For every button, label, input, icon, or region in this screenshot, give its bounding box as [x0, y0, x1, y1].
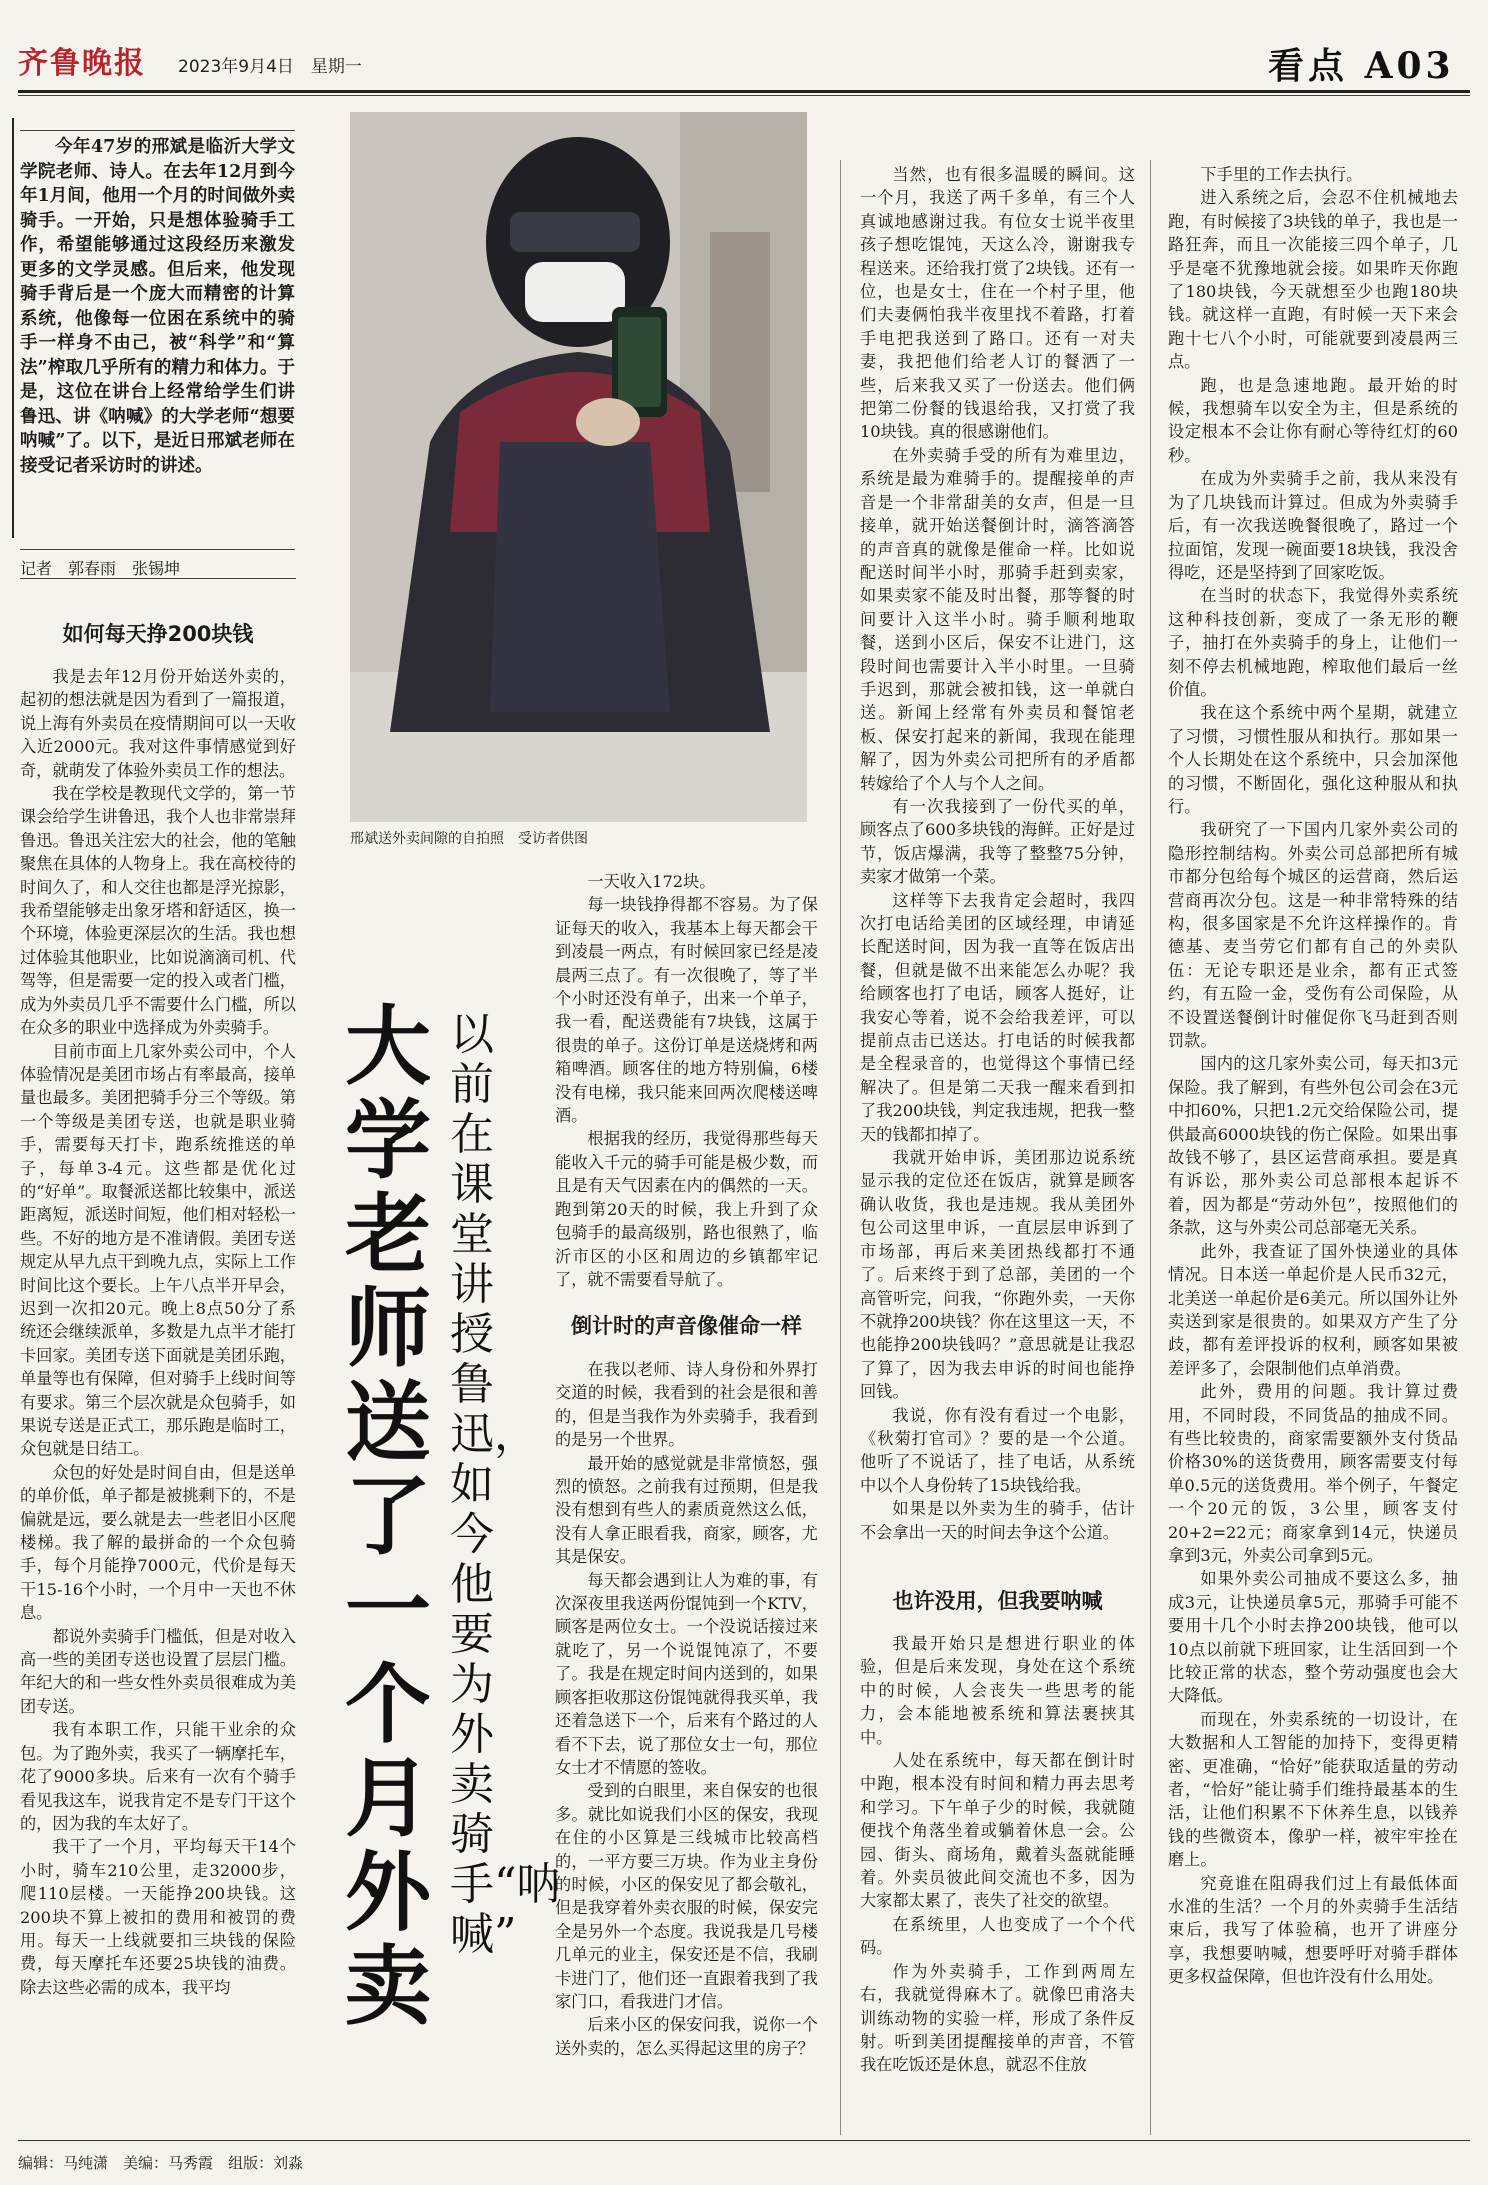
lead-text: 今年47岁的邢斌是临沂大学文学院老师、诗人。在去年12月到今年1月间，他用一个月的时间做外卖骑手。一开始，只是想体验骑手工作，希望能够通过这段经历来激发更多的文学灵感。但后来，他发现骑手背后是一个庞大而精密的计算系统，他像每一位困在系统中的骑手一样身不由己，被“科学”和“算法”榨取几乎所有的精力和体力。于是，这位在讲台上经常给学生们讲鲁迅、讲《呐喊》的大学老师“想要呐喊”了。以下，是近日邢斌老师在接受记者采访时的讲述。 [20, 137, 295, 476]
col2-subhead: 倒计时的声音像催命一样 [571, 1314, 802, 1338]
reporter-byline: 记者 郭春雨 张锡坤 [20, 559, 181, 578]
page-number: A03 [1364, 45, 1455, 87]
art-credit: 美编：马秀霞 [123, 2154, 214, 2172]
column-divider [840, 160, 841, 2135]
paragraph: 究竟谁在阻碍我们过上有最低体面水准的生活？一个月的外卖骑手生活结束后，我写了体验稿，也开了讲座分享，我想要呐喊，想要呼吁对骑手群体更多权益保障，但也许没有什么用处。 [1168, 1873, 1458, 1987]
paragraph: 目前市面上几家外卖公司中，个人体验情况是美团市场占有率最高，接单量也最多。美团把骑手分三个等级。第一个等级是美团专送，也就是职业骑手，需要每天打卡，跑系统推送的单子，每单3-4元。这些都是优化过的“好单”。取餐派送都比较集中，派送距离短，派送时间短，他们相对轻松一些。不好的地方是不准请假。美团专送规定从早九点干到晚九点，实际上工作时间比这个要长。上午八点半开早会，迟到一次扣20元。晚上8点50分了系统还会继续派单，多数是九点半才能打卡回家。美团专送下面就是美团乐跑，单量等也有保障，但对骑手上线时间等有要求。第三个层次就是众包骑手，如果说专送是正式工，那乐跑是临时工，众包就是日结工。 [20, 1041, 296, 1459]
column-2-bottom [555, 1358, 818, 2138]
column-3-bottom [860, 1632, 1135, 2137]
paragraph: 此外，费用的问题。我计算过费用，不同时段，不同货品的抽成不同。有些比较贵的，商家需要额外支付货品价格30%的送货费用，顾客需要支付每单0.5元的送货费用。举个例子，午餐定一个20元的饭，3公里，顾客支付20+2=22元；商家拿到14元，快递员拿到3元，外卖公司拿到5元。 [1168, 1382, 1458, 1565]
paragraph: 受到的白眼里，来自保安的也很多。就比如说我们小区的保安，我现在住的小区算是三线城市比较高档的，一平方要三万块。作为业主身份的时候，小区的保安见了都会敬礼，但是我穿着外卖衣服的时候，保安完全是另外一个态度。我说我是几号楼几单元的业主，保安还是不信，我刷卡进门了，他们还一直跟着我到了我家门口，看我进门才信。 [555, 1781, 818, 2011]
bottom-rule [18, 2140, 1470, 2141]
paragraph: 作为外卖骑手，工作到两周左右，我就觉得麻木了。就像巴甫洛夫训练动物的实验一样，形成了条件反射。听到美团提醒接单的声音，不管我在吃饭还是休息，就忍不住放 [860, 1961, 1135, 2075]
column-2-top [555, 870, 818, 1300]
paragraph: 一天收入172块。 [587, 872, 716, 891]
column-4 [1168, 163, 1458, 2138]
byline-rule [20, 578, 296, 579]
headline-main: 大学老师送了一个月外卖 [345, 997, 431, 2037]
paragraph: 我最开始只是想进行职业的体验，但是后来发现，身处在这个系统中的时候，人会丧失一些思考的能力，会本能地被系统和算法裹挟其中。 [860, 1634, 1135, 1747]
paragraph: 这样等下去我肯定会超时，我四次打电话给美团的区域经理，申请延长配送时间，因为我一直等在饭店出餐，但就是做不出来能怎么办呢？我给顾客也打了电话，顾客人挺好，让我安心等着，说不会给我差评，可以提前点击已送达。打电话的时候我都是全程录音的，也觉得这个事情已经解决了。但是第二天我一醒来看到扣了我200块钱，判定我违规，把我一整天的钱都扣掉了。 [860, 890, 1135, 1144]
column-divider [1150, 160, 1151, 2135]
paragraph: 我在这个系统中两个星期，就建立了习惯，习惯性服从和执行。那如果一个人长期处在这个系统中，只会加深他的习惯，不断固化，强化这种服从和执行。 [1168, 703, 1458, 816]
paragraph: 有一次我接到了一份代买的单，顾客点了600多块钱的海鲜。正好是过节，饭店爆满，我等了整整75分钟，卖家才做第一个菜。 [860, 796, 1135, 887]
masthead-logo: 齐鲁晚报 [18, 46, 146, 81]
paragraph: 我在学校是教现代文学的，第一节课会给学生讲鲁迅，我个人也非常崇拜鲁迅。鲁迅关注宏大的社会，他的笔触聚焦在具体的人物身上。我在高校待的时间久了，和人交往也都是浮光掠影，我希望能够走出象牙塔和舒适区，换一个环境，体验更深层次的生活。我也想过体验其他职业，比如说滴滴司机、代驾等，但是需要一定的投入或者门槛，成为外卖员几乎不需要什么门槛，所以在众多的职业中选择成为外卖骑手。 [20, 784, 296, 1038]
paragraph: 人处在系统中，每天都在倒计时中跑，根本没有时间和精力再去思考和学习。下午单子少的时候，我就随便找个角落坐着或躺着休息一会。公园、街头、商场角，戴着头盔就能睡着。外卖员彼此间交流也不多，因为大家都太累了，丧失了社交的欲望。 [860, 1751, 1135, 1911]
section-name: 看点 [1268, 45, 1349, 87]
headline-sub: 以前在课堂讲授鲁迅，如今他要为外卖骑手“呐喊” [450, 1009, 561, 1960]
paragraph: 我是去年12月份开始送外卖的，起初的想法就是因为看到了一篇报道，说上海有外卖员在疫情期间可以一天收入近2000元。我对这件事情感觉到好奇，就萌发了体验外卖员工作的想法。 [20, 667, 296, 780]
paragraph: 在我以老师、诗人身份和外界打交道的时候，我看到的社会是很和善的，但是当我作为外卖骑手，我看到的是另一个世界。 [555, 1360, 818, 1450]
section-label [1268, 38, 1455, 89]
paragraph: 每天都会遇到让人为难的事，有次深夜里我送两份馄饨到一个KTV，顾客是两位女士。一个没说话接过来就吃了，另一个说馄饨凉了，不要了。我是在规定时间内送到的，如果顾客拒收那这份馄饨就得我买单，我还着急送下一个，后来有个路过的人看不下去，说了那位女士一句，那位女士才不情愿的签收。 [555, 1570, 818, 1777]
paragraph: 如果外卖公司抽成不要这么多，抽成3元，让快递员拿5元，那骑手可能不要用十几个小时去挣200块钱，他可以10点以前就下班回家，让生活回到一个比较正常的状态，整个劳动强度也会大大降低。 [1168, 1569, 1458, 1706]
paragraph: 我就开始申诉，美团那边说系统显示我的定位还在饭店，就算是顾客确认收货，我也是违规。我从美团外包公司这里申诉，一直层层申诉到了市场部，再后来美团热线都打不通了。后来终于到了总部，美团的一个高管听完，问我，“你跑外卖，一天你不就挣200块钱？你在这里这一天，不也能挣200块钱吗？”意思就是让我忍了算了，因为我去申诉的时间也能挣回钱。 [860, 1148, 1135, 1402]
paragraph: 根据我的经历，我觉得那些每天能收入千元的骑手可能是极少数，而且是有天气因素在内的偶然的一天。跑到第20天的时候，我上升到了众包骑手的最高级别，路也很熟了，临沂市区的小区和周边的乡镇都牢记了，就不需要看导航了。 [555, 1129, 818, 1289]
paragraph: 我有本职工作，只能干业余的众包。为了跑外卖，我买了一辆摩托车，花了9000多块。后来有一次有个骑手看见我这车，说我肯定不是专门干这个的，因为我的车太好了。 [20, 1720, 296, 1833]
footer-credits [18, 2152, 303, 2173]
layout-credit: 组版：刘淼 [228, 2154, 304, 2172]
photo-caption: 邢斌送外卖间隙的自拍照 受访者供图 [350, 831, 588, 847]
paragraph: 我说，你有没有看过一个电影，《秋菊打官司》？要的是一个公道。他听了不说话了，挂了电话，从系统中以个人身份转了15块钱给我。 [860, 1405, 1135, 1495]
paragraph: 都说外卖骑手门槛低，但是对收入高一些的美团专送也设置了层层门槛。年纪大的和一些女性外卖员很难成为美团专送。 [20, 1626, 296, 1716]
editor-credit: 编辑：马纯潇 [18, 2154, 109, 2172]
date-text: 2023年9月4日 [178, 57, 294, 77]
paragraph: 在系统里，人也变成了一个个代码。 [860, 1914, 1135, 1958]
top-rule [18, 90, 1470, 93]
paragraph: 国内的这几家外卖公司，每天扣3元保险。我了解到，有些外包公司会在3元中扣60%，只把1.2元交给保险公司，提供最高6000块钱的伤亡保险。如果出事故钱不够了，县区运营商承担。要是真有诉讼，那外卖公司总部根本起诉不着，因为都是“劳动外包”，按照他们的条款，这与外卖公司总部毫无关系。 [1168, 1054, 1458, 1238]
paragraph: 每一块钱挣得都不容易。为了保证每天的收入，我基本上每天都会干到凌晨一两点，有时候回家已经是凌晨两三点了。有一次很晚了，等了半个小时还没有单子，出来一个单子，我一看，配送费能有7块钱，这属于很贵的单子。这份订单是送烧烤和两箱啤酒。顾客住的地方特别偏，6楼没有电梯，我只能来回两次爬楼送啤酒。 [555, 895, 818, 1126]
col1-subhead: 如何每天挣200块钱 [62, 622, 254, 646]
paragraph: 我研究了一下国内几家外卖公司的隐形控制结构。外卖公司总部把所有城市都分包给每个城区的运营商，然后运营商再次分包。这是一种非常特殊的结构，很多国家是不允许这样操作的。肯德基、麦当劳它们都有自己的外卖队伍：无论专职还是业余，都有正式签约，有五险一金，受伤有公司保险，从不设置送餐倒计时催促你飞马赶到否则罚款。 [1168, 820, 1458, 1051]
paragraph: 而现在，外卖系统的一切设计，在大数据和人工智能的加持下，变得更精密、更准确，“恰好”能获取适量的劳动者，“恰好”能让骑手们维持最基本的生活，让他们积累不下休养生息，以钱养钱的些微资本，像驴一样，被牢牢拴在磨上。 [1168, 1709, 1458, 1870]
paragraph: 如果是以外卖为生的骑手，估计不会拿出一天的时间去争这个公道。 [860, 1499, 1135, 1542]
column-1 [20, 665, 296, 2135]
selfie-photo [350, 112, 807, 822]
paragraph: 在成为外卖骑手之前，我从来没有为了几块钱而计算过。但成为外卖骑手后，有一次我送晚餐很晚了，路过一个拉面馆，发现一碗面要18块钱，我没舍得吃，还是坚持到了回家吃饭。 [1168, 469, 1458, 582]
paragraph: 此外，我查证了国外快递业的具体情况。日本送一单起价是人民币32元，北美送一单起价是6美元。所以国外让外卖送到家是很贵的。如果双方产生了分歧，都有差评投诉的权利，顾客如果被差评多了，会限制他们点单消费。 [1168, 1241, 1458, 1378]
photo-illustration [350, 112, 807, 822]
column-3-top [860, 163, 1135, 1573]
issue-date [178, 52, 362, 77]
lead-box [20, 130, 295, 550]
top-rule-thin [18, 95, 1470, 96]
paragraph: 后来小区的保安问我，说你一个送外卖的，怎么买得起这里的房子？ [555, 2015, 818, 2058]
paragraph: 在当时的状态下，我觉得外卖系统这种科技创新，变成了一条无形的鞭子，抽打在外卖骑手的身上，让他们一刻不停去机械地跑，榨取他们最后一丝价值。 [1168, 586, 1458, 699]
paragraph: 最开始的感觉就是非常愤怒，强烈的愤怒。之前我有过预期，但是我没有想到有些人的素质竟然这么低，没有人拿正眼看我，商家，顾客，尤其是保安。 [555, 1453, 818, 1567]
paragraph: 在外卖骑手受的所有为难里边，系统是最为难骑手的。提醒接单的声音是一个非常甜美的女声，但是一旦接单，就开始送餐倒计时，滴答滴答的声音真的就像是催命一样。比如说配送时间半小时，那骑手赶到卖家，如果卖家不能及时出餐，那等餐的时间要计入这半小时。骑手顺利地取餐，送到小区后，保安不让进门，这段时间也需要计入半小时里。一旦骑手迟到，那就会被扣钱，这一单就白送。新闻上经常有外卖员和餐馆老板、保安打起来的新闻，我现在能理解了，因为外卖公司把所有的矛盾都转嫁给了个人与个人之间。 [860, 445, 1135, 793]
paragraph: 当然，也有很多温暖的瞬间。这一个月，我送了两千多单，有三个人真诚地感谢过我。有位女士说半夜里孩子想吃馄饨，天这么冷，谢谢我专程送来。还给我打赏了2块钱。还有一位，也是女士，住在一个村子里，他们夫妻俩怕我半夜里找不着路，打着手电把我送到了路口。还有一对夫妻，我把他们给老人订的餐洒了一些，后来我又买了一份送去。他们俩把第二份餐的钱退给我，又打赏了我10块钱。真的很感谢他们。 [860, 165, 1135, 442]
paragraph: 跑，也是急速地跑。最开始的时候，我想骑车以安全为主，但是系统的设定根本不会让你有耐心等待红灯的60秒。 [1168, 375, 1458, 465]
paragraph: 我干了一个月，平均每天干14个小时，骑车210公里，走32000步，爬110层楼。一天能挣200块钱。这200块不算上被扣的费用和被罚的费用。每天一上线就要扣三块钱的保险费，每天摩托车还要25块钱的油费。除去这些必需的成本，我平均 [20, 1837, 296, 1997]
paragraph: 下手里的工作去执行。 [1200, 165, 1363, 184]
lead-brace [12, 118, 14, 538]
weekday-text: 星期一 [310, 57, 362, 77]
col3-subhead: 也许没用，但我要呐喊 [892, 1589, 1103, 1613]
paragraph: 众包的好处是时间自由，但是送单的单价低，单子都是被挑剩下的，不是偏就是远，要么就是去一些老旧小区爬楼梯。我了解的最拼命的一个众包骑手，每个月能挣7000元，代价是每天干15-16个小时，一个月中一天也不休息。 [20, 1462, 296, 1623]
paragraph: 进入系统之后，会忍不住机械地去跑，有时候接了3块钱的单子，我也是一路狂奔，而且一次能接三四个单子，几乎是毫不犹豫地就会接。如果昨天你跑了180块钱，今天就想至少也跑180块钱。就这样一直跑，有时候一天下来会跑十七八个小时，可能就要到凌晨两三点。 [1168, 188, 1458, 372]
